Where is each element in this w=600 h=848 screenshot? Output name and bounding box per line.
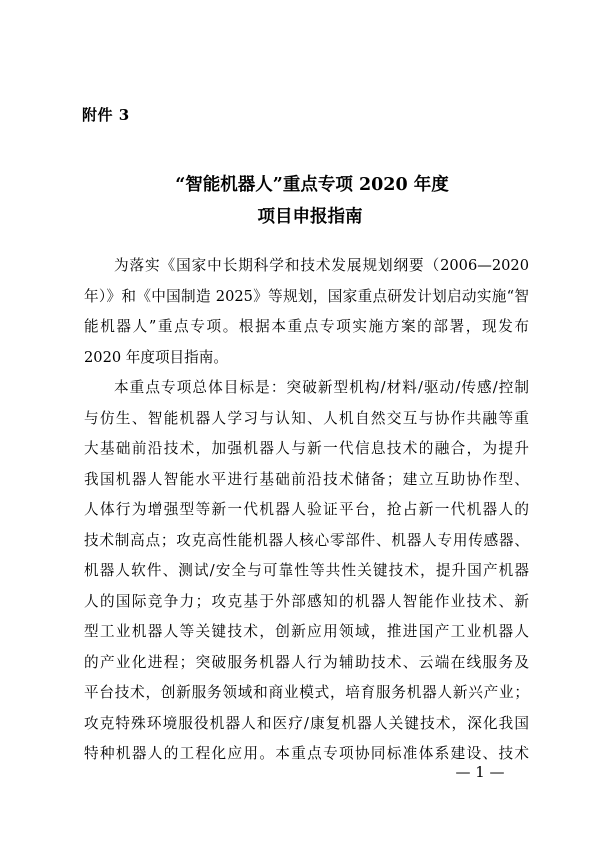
document-title-line-2: 项目申报指南 [257, 207, 363, 227]
attachment-label: 附件 3 [82, 106, 130, 124]
text-line: 2020 年度项目指南。 [84, 349, 228, 366]
text-line: 特种机器人的工程化应用。本重点专项协同标准体系建设、技术 [84, 745, 529, 762]
text-line: 我国机器人智能水平进行基础前沿技术储备；建立互助协作型、 [84, 471, 529, 488]
text-line: 型工业机器人等关键技术，创新应用领域，推进国产工业机器人 [84, 623, 529, 640]
text-line: 为落实《国家中长期科学和技术发展规划纲要（2006—2020 [114, 257, 529, 274]
text-line: 人体行为增强型等新一代机器人验证平台，抢占新一代机器人的 [84, 501, 529, 518]
text-line: 能机器人”重点专项。根据本重点专项实施方案的部署，现发布 [84, 318, 529, 335]
page-number: — 1 — [455, 763, 505, 781]
text-line: 的产业化进程；突破服务机器人行为辅助技术、云端在线服务及 [84, 654, 529, 671]
text-line: 平台技术，创新服务领域和商业模式，培育服务机器人新兴产业； [84, 684, 529, 701]
text-line: 机器人软件、测试/安全与可靠性等共性关键技术，提升国产机器 [84, 562, 529, 579]
text-line: 大基础前沿技术，加强机器人与新一代信息技术的融合，为提升 [84, 440, 529, 457]
text-line: 年）》和《中国制造 2025》等规划，国家重点研发计划启动实施“智 [84, 288, 529, 305]
text-line: 与仿生、智能机器人学习与认知、人机自然交互与协作共融等重 [84, 410, 529, 427]
text-line: 攻克特殊环境服役机器人和医疗/康复机器人关键技术，深化我国 [84, 715, 529, 732]
text-line: 技术制高点；攻克高性能机器人核心零部件、机器人专用传感器、 [84, 532, 529, 549]
text-line: 本重点专项总体目标是：突破新型机构/材料/驱动/传感/控制 [114, 379, 529, 396]
text-line: 人的国际竞争力；攻克基于外部感知的机器人智能作业技术、新 [84, 593, 529, 610]
document-title-line-1: “智能机器人”重点专项 2020 年度 [175, 175, 449, 195]
